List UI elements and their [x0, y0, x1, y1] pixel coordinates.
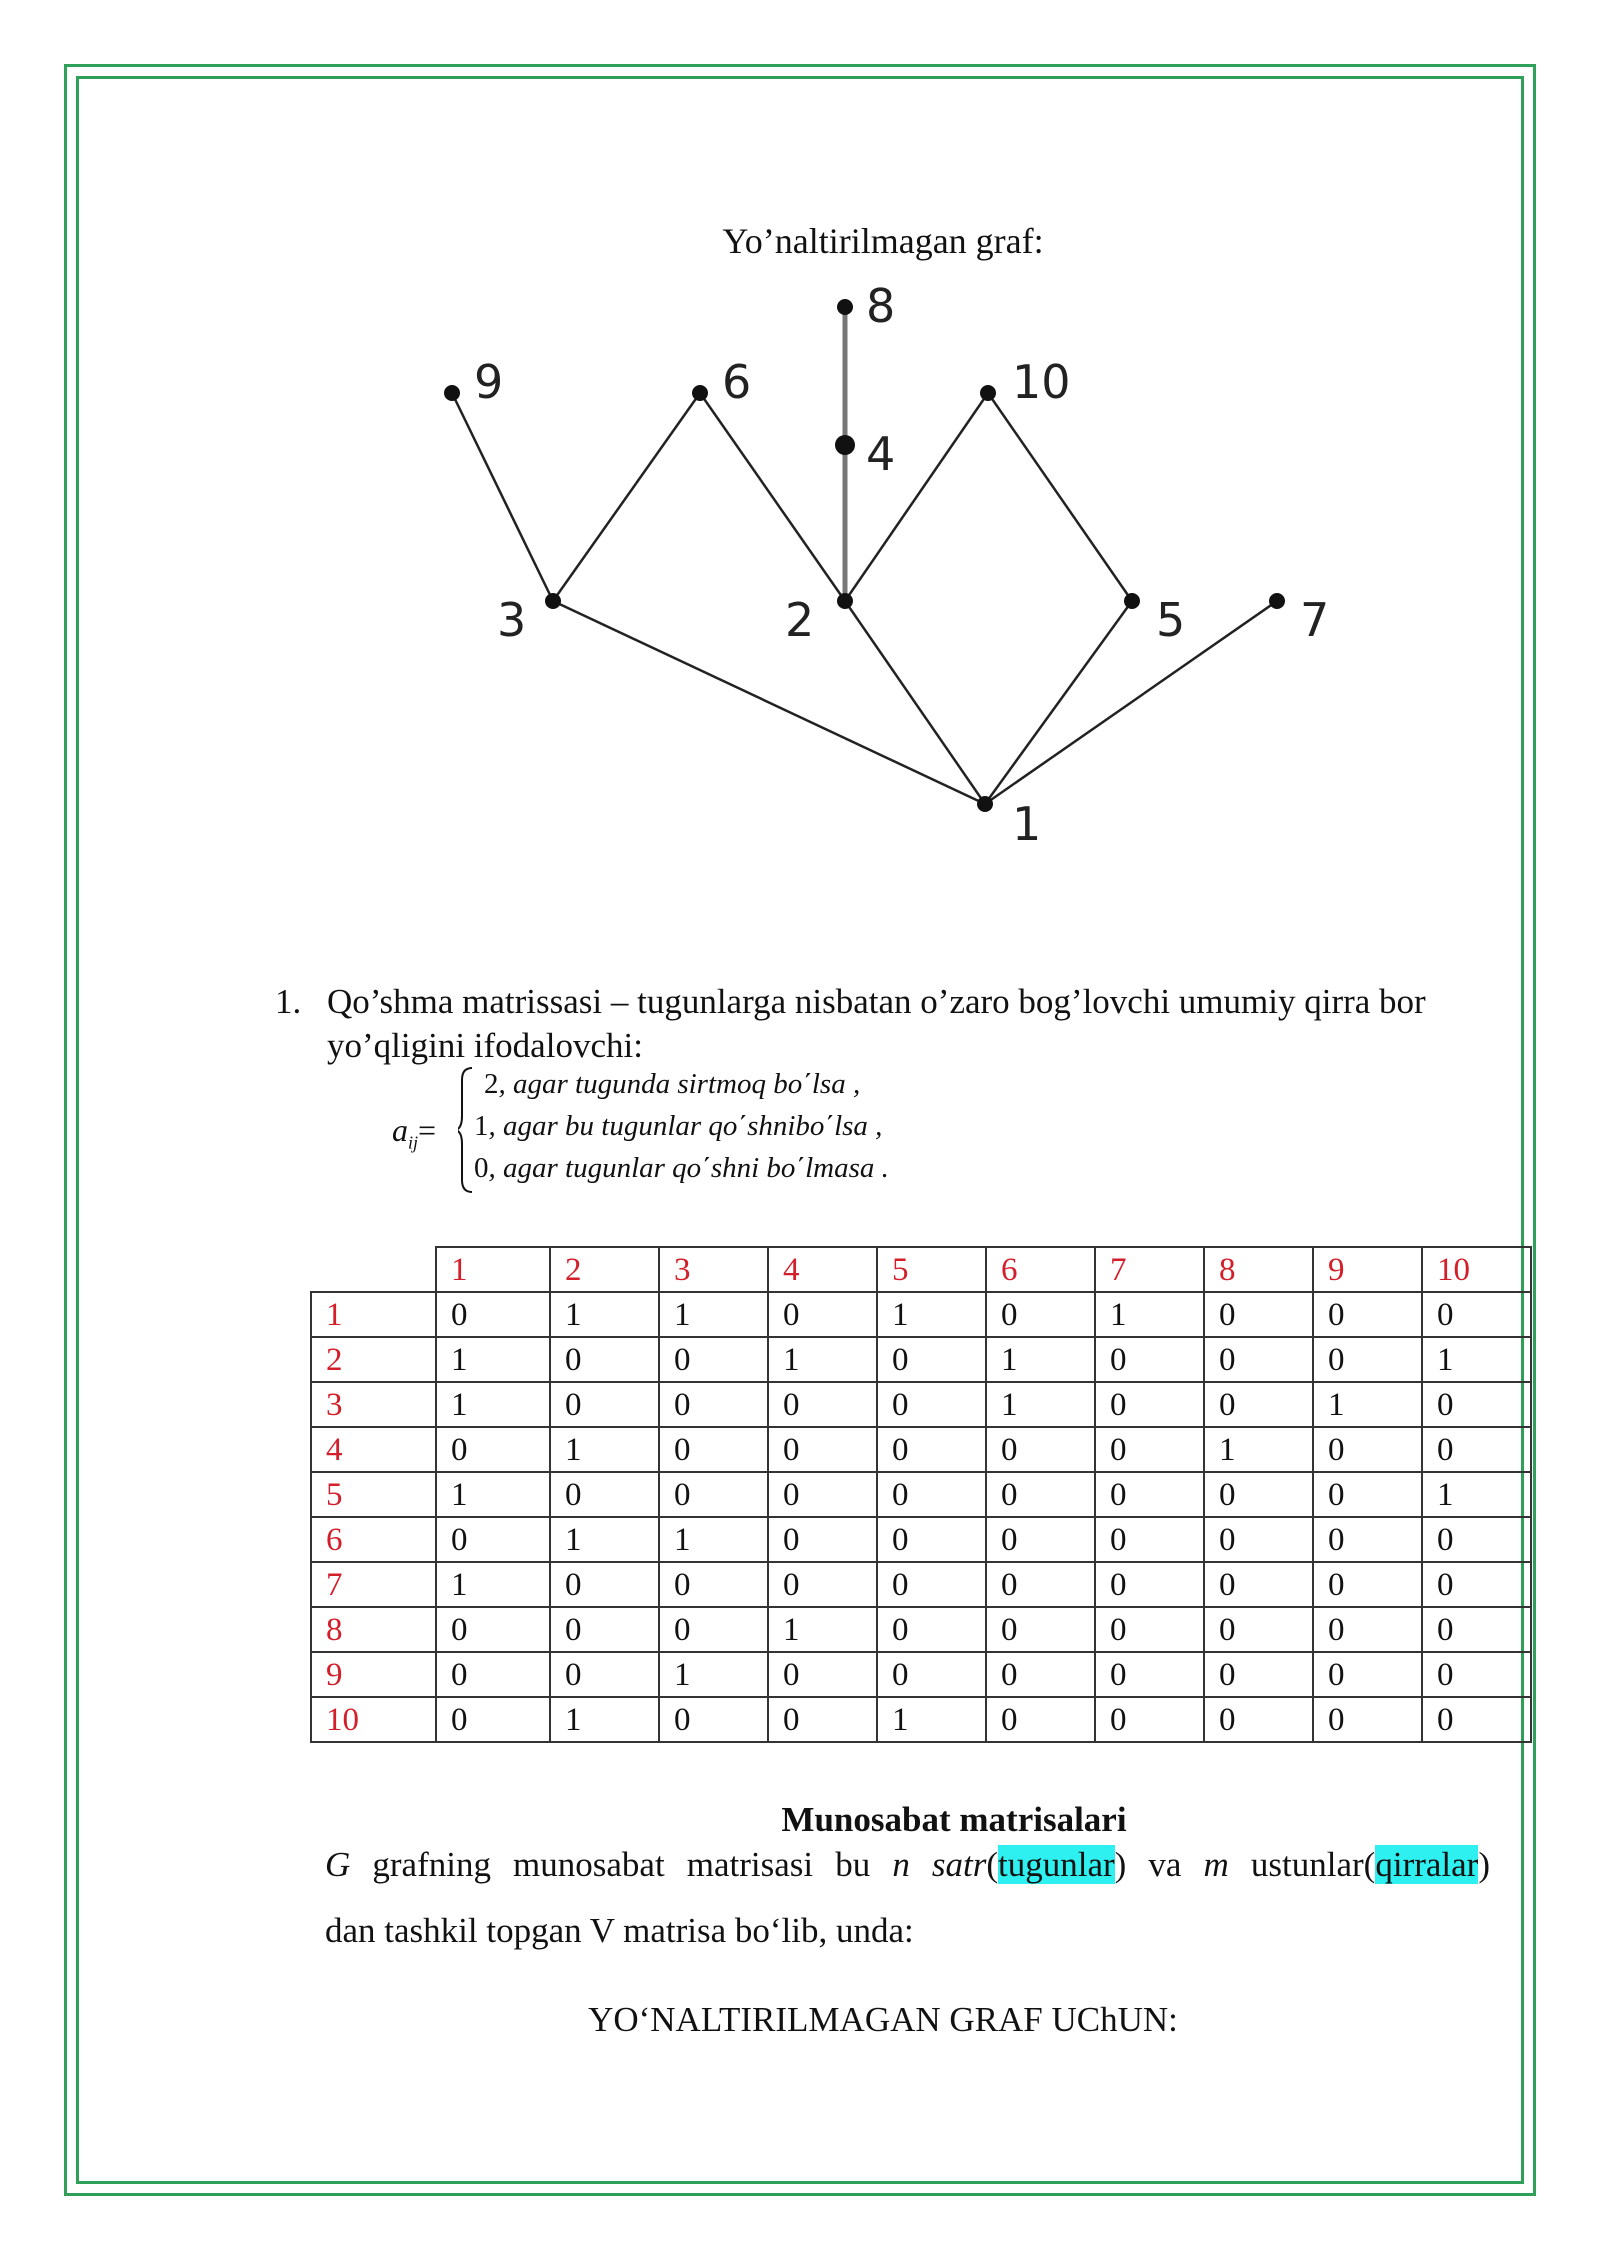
row-header: 8 — [311, 1607, 436, 1652]
matrix-cell: 1 — [768, 1337, 877, 1382]
table-row — [311, 1337, 1531, 1382]
matrix-cell: 0 — [986, 1427, 1095, 1472]
incidence-matrix-definition: G grafning munosabat matrisasi bu n satr(tugunlar) va m ustunlar(qirralar) — [325, 1845, 1490, 1884]
row-header: 3 — [311, 1382, 436, 1427]
highlight-qirralar: qirralar — [1375, 1845, 1479, 1884]
graph-node-label: 6 — [722, 355, 752, 409]
matrix-cell: 0 — [768, 1427, 877, 1472]
matrix-cell: 1 — [436, 1382, 550, 1427]
matrix-cell: 0 — [436, 1697, 550, 1742]
matrix-cell: 0 — [768, 1562, 877, 1607]
matrix-cell: 0 — [550, 1382, 659, 1427]
matrix-cell: 0 — [877, 1472, 986, 1517]
matrix-cell: 0 — [986, 1472, 1095, 1517]
matrix-cell: 1 — [550, 1292, 659, 1337]
matrix-cell: 0 — [1313, 1652, 1422, 1697]
graph-node-label: 2 — [785, 593, 815, 647]
matrix-cell: 0 — [1095, 1517, 1204, 1562]
matrix-cell: 0 — [436, 1517, 550, 1562]
matrix-cell: 0 — [436, 1652, 550, 1697]
row-header: 1 — [311, 1292, 436, 1337]
matrix-cell: 0 — [986, 1652, 1095, 1697]
table-row — [311, 1562, 1531, 1607]
matrix-cell: 1 — [659, 1517, 768, 1562]
table-row — [311, 1652, 1531, 1697]
graph-edge — [845, 393, 988, 601]
matrix-cell: 1 — [768, 1607, 877, 1652]
matrix-cell: 0 — [1422, 1517, 1531, 1562]
matrix-cell: 0 — [1313, 1607, 1422, 1652]
matrix-cell: 1 — [550, 1517, 659, 1562]
matrix-cell: 0 — [1313, 1427, 1422, 1472]
matrix-cell: 0 — [1422, 1607, 1531, 1652]
matrix-cell: 0 — [550, 1607, 659, 1652]
matrix-cell: 0 — [986, 1292, 1095, 1337]
matrix-cell: 0 — [1204, 1697, 1313, 1742]
column-header: 9 — [1313, 1247, 1422, 1292]
matrix-cell: 0 — [877, 1382, 986, 1427]
graph-title: Yo’naltirilmagan graf: — [722, 221, 1044, 261]
matrix-cell: 0 — [1095, 1472, 1204, 1517]
matrix-cell: 1 — [550, 1427, 659, 1472]
table-row — [311, 1292, 1531, 1337]
matrix-cell: 0 — [436, 1292, 550, 1337]
row-header: 7 — [311, 1562, 436, 1607]
matrix-cell: 0 — [768, 1292, 877, 1337]
matrix-cell: 1 — [1422, 1337, 1531, 1382]
matrix-cell: 1 — [1095, 1292, 1204, 1337]
adjacency-matrix-table — [310, 1246, 1532, 1743]
graph-edge — [700, 393, 845, 601]
graph-edge — [553, 393, 700, 601]
column-header: 10 — [1422, 1247, 1531, 1292]
graph-edge — [985, 601, 1277, 804]
highlight-tugunlar: tugunlar — [998, 1845, 1115, 1884]
matrix-cell: 0 — [550, 1562, 659, 1607]
matrix-cell: 1 — [1422, 1472, 1531, 1517]
matrix-cell: 0 — [659, 1697, 768, 1742]
matrix-cell: 0 — [659, 1427, 768, 1472]
matrix-cell: 0 — [659, 1382, 768, 1427]
matrix-cell: 1 — [877, 1292, 986, 1337]
matrix-cell: 0 — [1422, 1427, 1531, 1472]
matrix-cell: 0 — [1095, 1607, 1204, 1652]
row-header: 10 — [311, 1697, 436, 1742]
matrix-cell: 0 — [986, 1607, 1095, 1652]
matrix-cell: 1 — [550, 1697, 659, 1742]
row-header: 5 — [311, 1472, 436, 1517]
graph-node-label: 1 — [1012, 797, 1042, 851]
matrix-cell: 0 — [1313, 1337, 1422, 1382]
matrix-cell: 1 — [1313, 1382, 1422, 1427]
graph-node-label: 3 — [497, 593, 527, 647]
paragraph-continuation: dan tashkil topgan V matrisa bo‘lib, unda: — [325, 1911, 914, 1950]
table-row — [311, 1472, 1531, 1517]
matrix-cell: 0 — [877, 1562, 986, 1607]
column-header: 3 — [659, 1247, 768, 1292]
graph-node — [980, 385, 996, 401]
matrix-cell: 0 — [1422, 1697, 1531, 1742]
formula-case-2: 1, agar bu tugunlar qo΄shnibo΄lsa , — [474, 1110, 883, 1142]
graph-node — [545, 593, 561, 609]
matrix-cell: 1 — [986, 1382, 1095, 1427]
matrix-cell: 0 — [436, 1427, 550, 1472]
undirected-graph-caption: YO‘NALTIRILMAGAN GRAF UChUN: — [588, 2000, 1178, 2039]
formula-lhs: $a_{ij}=$ — [392, 1112, 437, 1153]
matrix-cell: 0 — [1204, 1337, 1313, 1382]
graph-edge — [988, 393, 1132, 601]
matrix-cell: 0 — [659, 1337, 768, 1382]
matrix-cell: 0 — [1204, 1292, 1313, 1337]
matrix-cell: 0 — [659, 1562, 768, 1607]
matrix-cell: 1 — [986, 1337, 1095, 1382]
graph-node — [1124, 593, 1140, 609]
column-header: 1 — [436, 1247, 550, 1292]
graph-node — [1269, 593, 1285, 609]
matrix-cell: 0 — [877, 1517, 986, 1562]
matrix-cell: 0 — [877, 1652, 986, 1697]
graph-node — [837, 593, 853, 609]
matrix-cell: 0 — [1422, 1562, 1531, 1607]
table-row — [311, 1607, 1531, 1652]
graph-edge — [985, 601, 1132, 804]
row-header: 9 — [311, 1652, 436, 1697]
matrix-cell: 0 — [550, 1337, 659, 1382]
matrix-cell: 0 — [1313, 1697, 1422, 1742]
matrix-cell: 0 — [1095, 1382, 1204, 1427]
graph-node — [977, 796, 993, 812]
matrix-cell: 0 — [1204, 1382, 1313, 1427]
matrix-cell: 0 — [1204, 1472, 1313, 1517]
graph-edge — [553, 601, 985, 804]
graph-edge — [845, 601, 985, 804]
matrix-cell: 1 — [877, 1697, 986, 1742]
matrix-cell: 0 — [986, 1562, 1095, 1607]
row-header: 4 — [311, 1427, 436, 1472]
matrix-cell: 0 — [1422, 1292, 1531, 1337]
column-header: 2 — [550, 1247, 659, 1292]
matrix-cell: 0 — [1204, 1517, 1313, 1562]
matrix-cell: 0 — [1313, 1472, 1422, 1517]
matrix-cell: 0 — [1313, 1292, 1422, 1337]
matrix-cell: 0 — [986, 1697, 1095, 1742]
matrix-cell: 0 — [1095, 1562, 1204, 1607]
matrix-cell: 1 — [659, 1292, 768, 1337]
matrix-cell: 0 — [768, 1652, 877, 1697]
table-row — [311, 1517, 1531, 1562]
matrix-cell: 0 — [768, 1382, 877, 1427]
matrix-cell: 0 — [768, 1517, 877, 1562]
matrix-cell: 0 — [877, 1337, 986, 1382]
matrix-cell: 1 — [436, 1562, 550, 1607]
matrix-cell: 0 — [1204, 1652, 1313, 1697]
column-header: 6 — [986, 1247, 1095, 1292]
graph-edge — [452, 393, 553, 601]
table-corner-cell — [311, 1247, 436, 1292]
matrix-cell: 0 — [436, 1607, 550, 1652]
undirected-graph-diagram — [0, 0, 1600, 900]
matrix-cell: 0 — [986, 1517, 1095, 1562]
matrix-cell: 0 — [768, 1697, 877, 1742]
column-header: 4 — [768, 1247, 877, 1292]
graph-node-label: 8 — [866, 279, 896, 333]
graph-node — [837, 299, 853, 315]
matrix-cell: 0 — [768, 1472, 877, 1517]
graph-node-label: 10 — [1012, 355, 1071, 409]
matrix-cell: 1 — [436, 1472, 550, 1517]
formula-case-1: 2, agar tugunda sirtmoq bo΄lsa , — [484, 1068, 861, 1100]
matrix-cell: 0 — [1204, 1607, 1313, 1652]
table-row — [311, 1427, 1531, 1472]
matrix-cell: 0 — [550, 1652, 659, 1697]
matrix-cell: 0 — [1313, 1517, 1422, 1562]
graph-node — [692, 385, 708, 401]
left-brace — [458, 1066, 474, 1194]
table-row — [311, 1382, 1531, 1427]
list-number: 1. — [275, 982, 302, 1021]
matrix-cell: 0 — [1422, 1652, 1531, 1697]
matrix-cell: 0 — [1313, 1562, 1422, 1607]
graph-node-label: 9 — [474, 355, 504, 409]
graph-node — [444, 385, 460, 401]
list-item-text: Qo’shma matrissasi – tugunlarga nisbatan o’zaro bog’lovchi umumiy qirra bor yo’qligini ifodalovchi: — [327, 982, 1426, 1065]
matrix-cell: 0 — [659, 1607, 768, 1652]
section-title: Munosabat matrisalari — [781, 1800, 1127, 1839]
matrix-cell: 1 — [1204, 1427, 1313, 1472]
graph-node — [835, 435, 855, 455]
matrix-cell: 0 — [1095, 1697, 1204, 1742]
matrix-cell: 0 — [659, 1472, 768, 1517]
graph-node-label: 7 — [1300, 593, 1330, 647]
graph-node-label: 4 — [866, 427, 896, 481]
matrix-cell: 0 — [1095, 1427, 1204, 1472]
matrix-cell: 0 — [877, 1427, 986, 1472]
matrix-cell: 0 — [1422, 1382, 1531, 1427]
matrix-cell: 0 — [1204, 1562, 1313, 1607]
matrix-cell: 0 — [1095, 1337, 1204, 1382]
matrix-cell: 0 — [550, 1472, 659, 1517]
row-header: 2 — [311, 1337, 436, 1382]
column-header: 8 — [1204, 1247, 1313, 1292]
matrix-cell: 0 — [1095, 1652, 1204, 1697]
matrix-cell: 0 — [877, 1607, 986, 1652]
formula-case-3: 0, agar tugunlar qo΄shni bo΄lmasa . — [474, 1152, 889, 1184]
column-header: 5 — [877, 1247, 986, 1292]
graph-node-label: 5 — [1156, 593, 1186, 647]
row-header: 6 — [311, 1517, 436, 1562]
matrix-cell: 1 — [659, 1652, 768, 1697]
column-header: 7 — [1095, 1247, 1204, 1292]
table-row — [311, 1697, 1531, 1742]
matrix-cell: 1 — [436, 1337, 550, 1382]
